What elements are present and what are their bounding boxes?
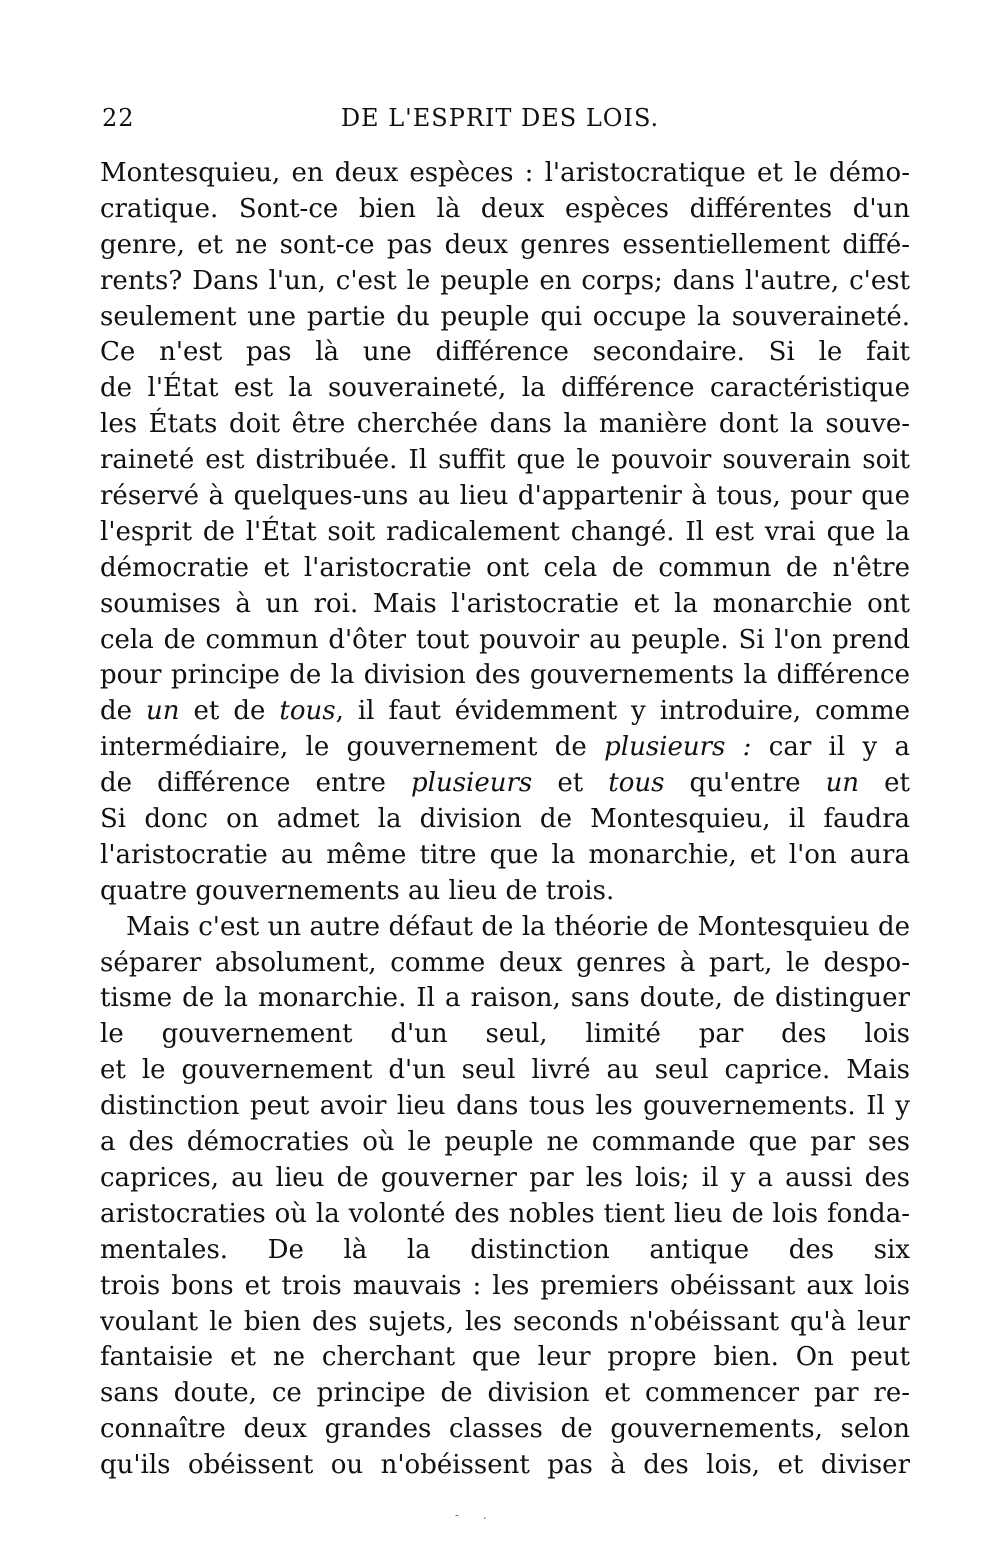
text-line [100, 1017, 910, 1053]
text-line [100, 335, 910, 371]
body-text [100, 156, 910, 1484]
text-line [100, 407, 910, 443]
text-line [100, 479, 910, 515]
text-line [100, 1305, 910, 1341]
text-line [100, 981, 910, 1017]
text-segment: , il faut évidemment y introduire, comme [335, 696, 910, 727]
text-segment: quatre gouvernements au lieu de trois. [100, 875, 615, 906]
text-segment: le gouvernement d'un seul, limité par des lois [100, 1019, 910, 1050]
text-segment: fantaisie et ne cherchant que leur propre bien. On peut [100, 1342, 910, 1373]
text-segment: démocratie et l'aristocratie ont cela de commun de n'être [100, 552, 910, 583]
text-line [100, 1340, 910, 1376]
text-line [100, 694, 910, 730]
text-line [100, 623, 910, 659]
italic-text: plusieurs : [604, 732, 752, 763]
text-segment: cela de commun d'ôter tout pouvoir au peuple. Si l'on prend [100, 624, 910, 655]
text-line [100, 192, 910, 228]
text-segment: distinction peut avoir lieu dans tous les gouvernements. Il y [100, 1091, 910, 1122]
italic-text: plusieurs [411, 768, 533, 799]
italic-text: un [825, 768, 860, 799]
text-segment: les États doit être cherchée dans la manière dont la souve- [100, 409, 910, 440]
text-segment: qu'ils obéissent ou n'obéissent pas à des lois, et diviser [100, 1450, 910, 1481]
text-segment: genre, et ne sont-ce pas deux genres essentiellement diffé- [100, 229, 910, 260]
text-line [100, 658, 910, 694]
text-segment: rents? Dans l'un, c'est le peuple en corps; dans l'autre, c'est [100, 265, 910, 296]
text-line [100, 515, 910, 551]
text-line [100, 1269, 910, 1305]
text-line [100, 1053, 910, 1089]
text-segment: et [532, 768, 609, 799]
text-segment: pour principe de la division des gouvernements la différence [100, 660, 910, 691]
text-line [100, 1412, 910, 1448]
text-line [100, 300, 910, 336]
text-line [100, 946, 910, 982]
italic-text: tous [608, 768, 665, 799]
text-segment: raineté est distribuée. Il suffit que le pouvoir souverain soit [100, 445, 910, 476]
text-segment: de [100, 696, 147, 727]
text-segment: et de [179, 696, 280, 727]
text-segment: car il y a [768, 732, 910, 763]
text-segment: mentales. De là la distinction antique des six [100, 1234, 910, 1265]
page-number: 22 [102, 104, 135, 132]
text-line [100, 443, 910, 479]
text-line [100, 1161, 910, 1197]
text-segment: tisme de la monarchie. Il a raison, sans doute, de distinguer [100, 983, 910, 1014]
text-segment: Si donc on admet la division de Montesquieu, il faudra [100, 804, 910, 835]
text-line [100, 1233, 910, 1269]
text-line [100, 874, 910, 910]
italic-text: un [146, 696, 180, 727]
text-segment: a des démocraties où le peuple ne commande que par ses [100, 1127, 910, 1158]
text-segment: intermédiaire, le gouvernement de [100, 732, 605, 763]
text-line [100, 371, 910, 407]
running-title: DE L'ESPRIT DES LOIS. [340, 104, 660, 132]
text-segment: caprices, au lieu de gouverner par les lois; il y a aussi des [100, 1162, 910, 1193]
text-segment: séparer absolument, comme deux genres à part, le despo- [100, 947, 910, 978]
text-line [100, 1089, 910, 1125]
text-segment: réservé à quelques-uns au lieu d'appartenir à tous, pour que [100, 481, 910, 512]
text-line [100, 838, 910, 874]
text-line [100, 264, 910, 300]
text-segment: sans doute, ce principe de division et commencer par re- [100, 1378, 910, 1409]
italic-text: tous [279, 696, 336, 727]
text-segment: connaître deux grandes classes de gouvernements, selon [100, 1414, 910, 1445]
text-segment: Ce n'est pas là une différence secondaire. Si le fait [100, 337, 910, 368]
text-segment: Montesquieu, en deux espèces : l'aristocratique et le démo- [100, 158, 910, 188]
text-segment: seulement une partie du peuple qui occupe la souveraineté. [100, 301, 910, 332]
text-line [100, 1197, 910, 1233]
text-line [100, 730, 910, 766]
text-segment: de différence entre [100, 768, 411, 799]
text-line [100, 802, 910, 838]
text-segment: l'aristocratie au même titre que la monarchie, et l'on aura [100, 839, 910, 870]
text-segment: soumises à un roi. Mais l'aristocratie et la monarchie ont [100, 588, 910, 619]
text-segment: qu'entre [664, 768, 826, 799]
text-line [100, 766, 910, 802]
text-line [100, 228, 910, 264]
text-segment: cratique. Sont-ce bien là deux espèces différentes d'un [100, 193, 910, 224]
text-line [100, 1125, 910, 1161]
text-segment: Mais c'est un autre défaut de la théorie de Montesquieu de [126, 911, 910, 942]
text-segment: et [859, 768, 910, 799]
text-line [100, 156, 910, 192]
footer-mark: - . [455, 1508, 497, 1522]
text-line [100, 587, 910, 623]
text-line [100, 910, 910, 946]
text-line [100, 551, 910, 587]
text-segment: voulant le bien des sujets, les seconds n'obéissant qu'à leur [100, 1306, 910, 1337]
text-line [100, 1376, 910, 1412]
text-segment: de l'État est la souveraineté, la différence caractéristique [100, 373, 910, 404]
text-segment: l'esprit de l'État soit radicalement changé. Il est vrai que la [100, 516, 910, 547]
text-line [100, 1448, 910, 1484]
text-segment: trois bons et trois mauvais : les premiers obéissant aux lois [100, 1270, 910, 1301]
text-segment: et le gouvernement d'un seul livré au seul caprice. Mais [100, 1055, 910, 1086]
text-segment: aristocraties où la volonté des nobles tient lieu de lois fonda- [100, 1198, 910, 1229]
